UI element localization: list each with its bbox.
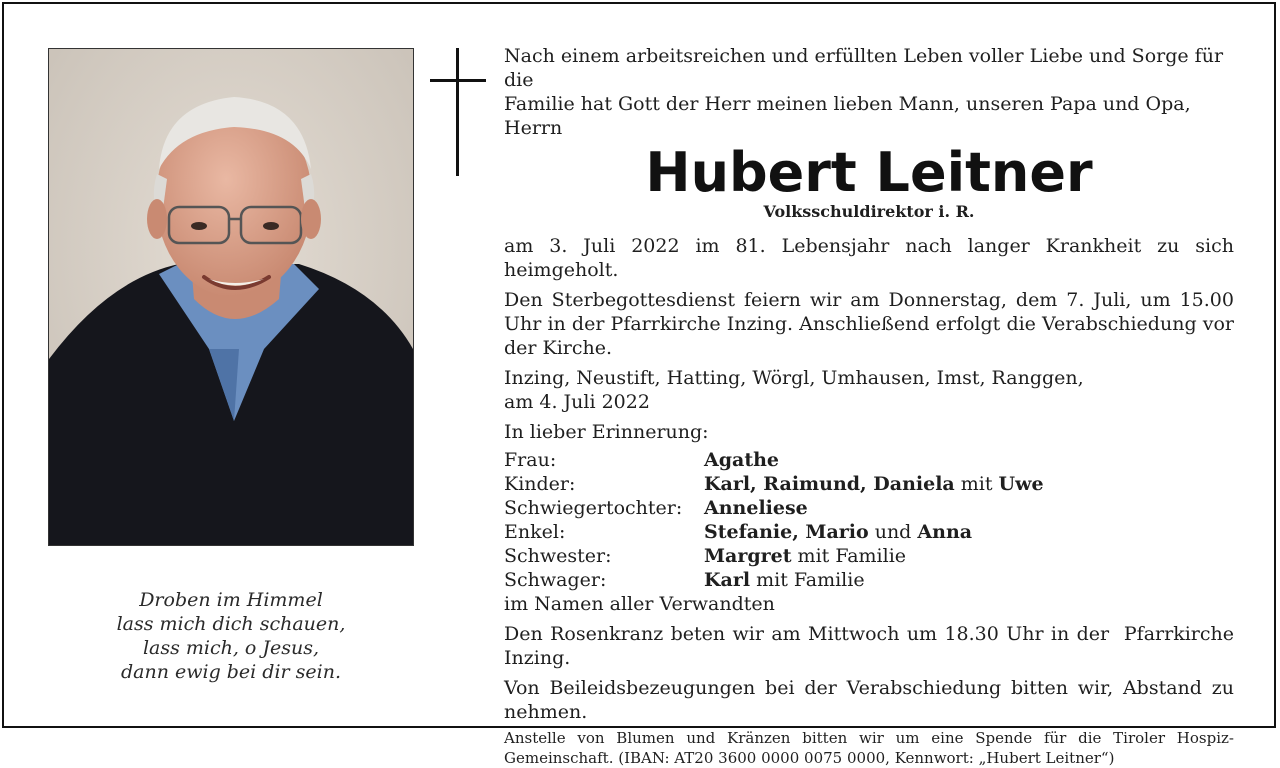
obituary-text [504,44,1241,768]
rosary-text: Den Rosenkranz beten wir am Mittwoch um 18.30 Uhr in der Pfarrkirche Inzing. [504,623,1241,669]
obituary-frame [2,2,1276,767]
relatives-footer: im Namen aller Verwandten [504,593,775,615]
relative-names: Agathe [704,449,780,471]
relative-row [504,568,1234,592]
deceased-name: Hubert Leitner [645,141,1093,204]
cross-icon [430,48,486,178]
relative-row [504,496,1234,520]
relative-label: Schwiegertochter: [504,497,683,519]
portrait-photo [48,48,414,546]
relatives-list [504,448,1234,592]
service-text: Den Sterbegottesdienst feiern wir am Donnerstag, dem 7. Juli, um 15.00 Uhr in der Pfarrkirche Inzing. Anschließend erfolgt die Verabschiedung vor der Kirche. [504,289,1234,359]
relative-row [504,472,1234,496]
relative-row [504,448,1234,472]
relative-label: Schwester: [504,545,612,567]
date-line: am 4. Juli 2022 [504,391,650,413]
memory-header: In lieber Erinnerung: [504,421,709,443]
relative-names: Karl mit Familie [704,569,865,591]
relative-label: Frau: [504,449,557,471]
relative-row [504,544,1234,568]
condolence-text: Von Beileidsbezeugungen bei der Verabschiedung bitten wir, Abstand zu nehmen. [504,677,1234,723]
poem [48,588,414,684]
portrait-illustration [49,49,413,545]
death-text: am 3. Juli 2022 im 81. Lebensjahr nach langer Krankheit zu sich heimgeholt. [504,235,1234,281]
relative-names: Anneliese [704,497,808,519]
poem-line: Droben im Himmel [139,589,323,611]
donation-text: Anstelle von Blumen und Kränzen bitten wir um eine Spende für die Tiroler Hospiz-Gemeinschaft. (IBAN: AT20 3600 0000 0075 0000, Kennwort: „Hubert Leitner“) [504,729,1234,767]
relative-names: Margret mit Familie [704,545,907,567]
relative-label: Enkel: [504,521,566,543]
relative-label: Kinder: [504,473,576,495]
intro-line: Nach einem arbeitsreichen und erfüllten Leben voller Liebe und Sorge für die [504,45,1224,91]
poem-line: lass mich, o Jesus, [142,637,320,659]
relative-row [504,520,1234,544]
relative-names: Stefanie, Mario und Anna [704,521,973,543]
deceased-title: Volksschuldirektor i. R. [763,202,975,221]
relative-names: Karl, Raimund, Daniela mit Uwe [704,473,1044,495]
relative-label: Schwager: [504,569,607,591]
poem-line: lass mich dich schauen, [116,613,346,635]
intro-line: Familie hat Gott der Herr meinen lieben Mann, unseren Papa und Opa, Herrn [504,93,1191,139]
places-line: Inzing, Neustift, Hatting, Wörgl, Umhausen, Imst, Ranggen, [504,367,1084,389]
poem-line: dann ewig bei dir sein. [120,661,342,683]
